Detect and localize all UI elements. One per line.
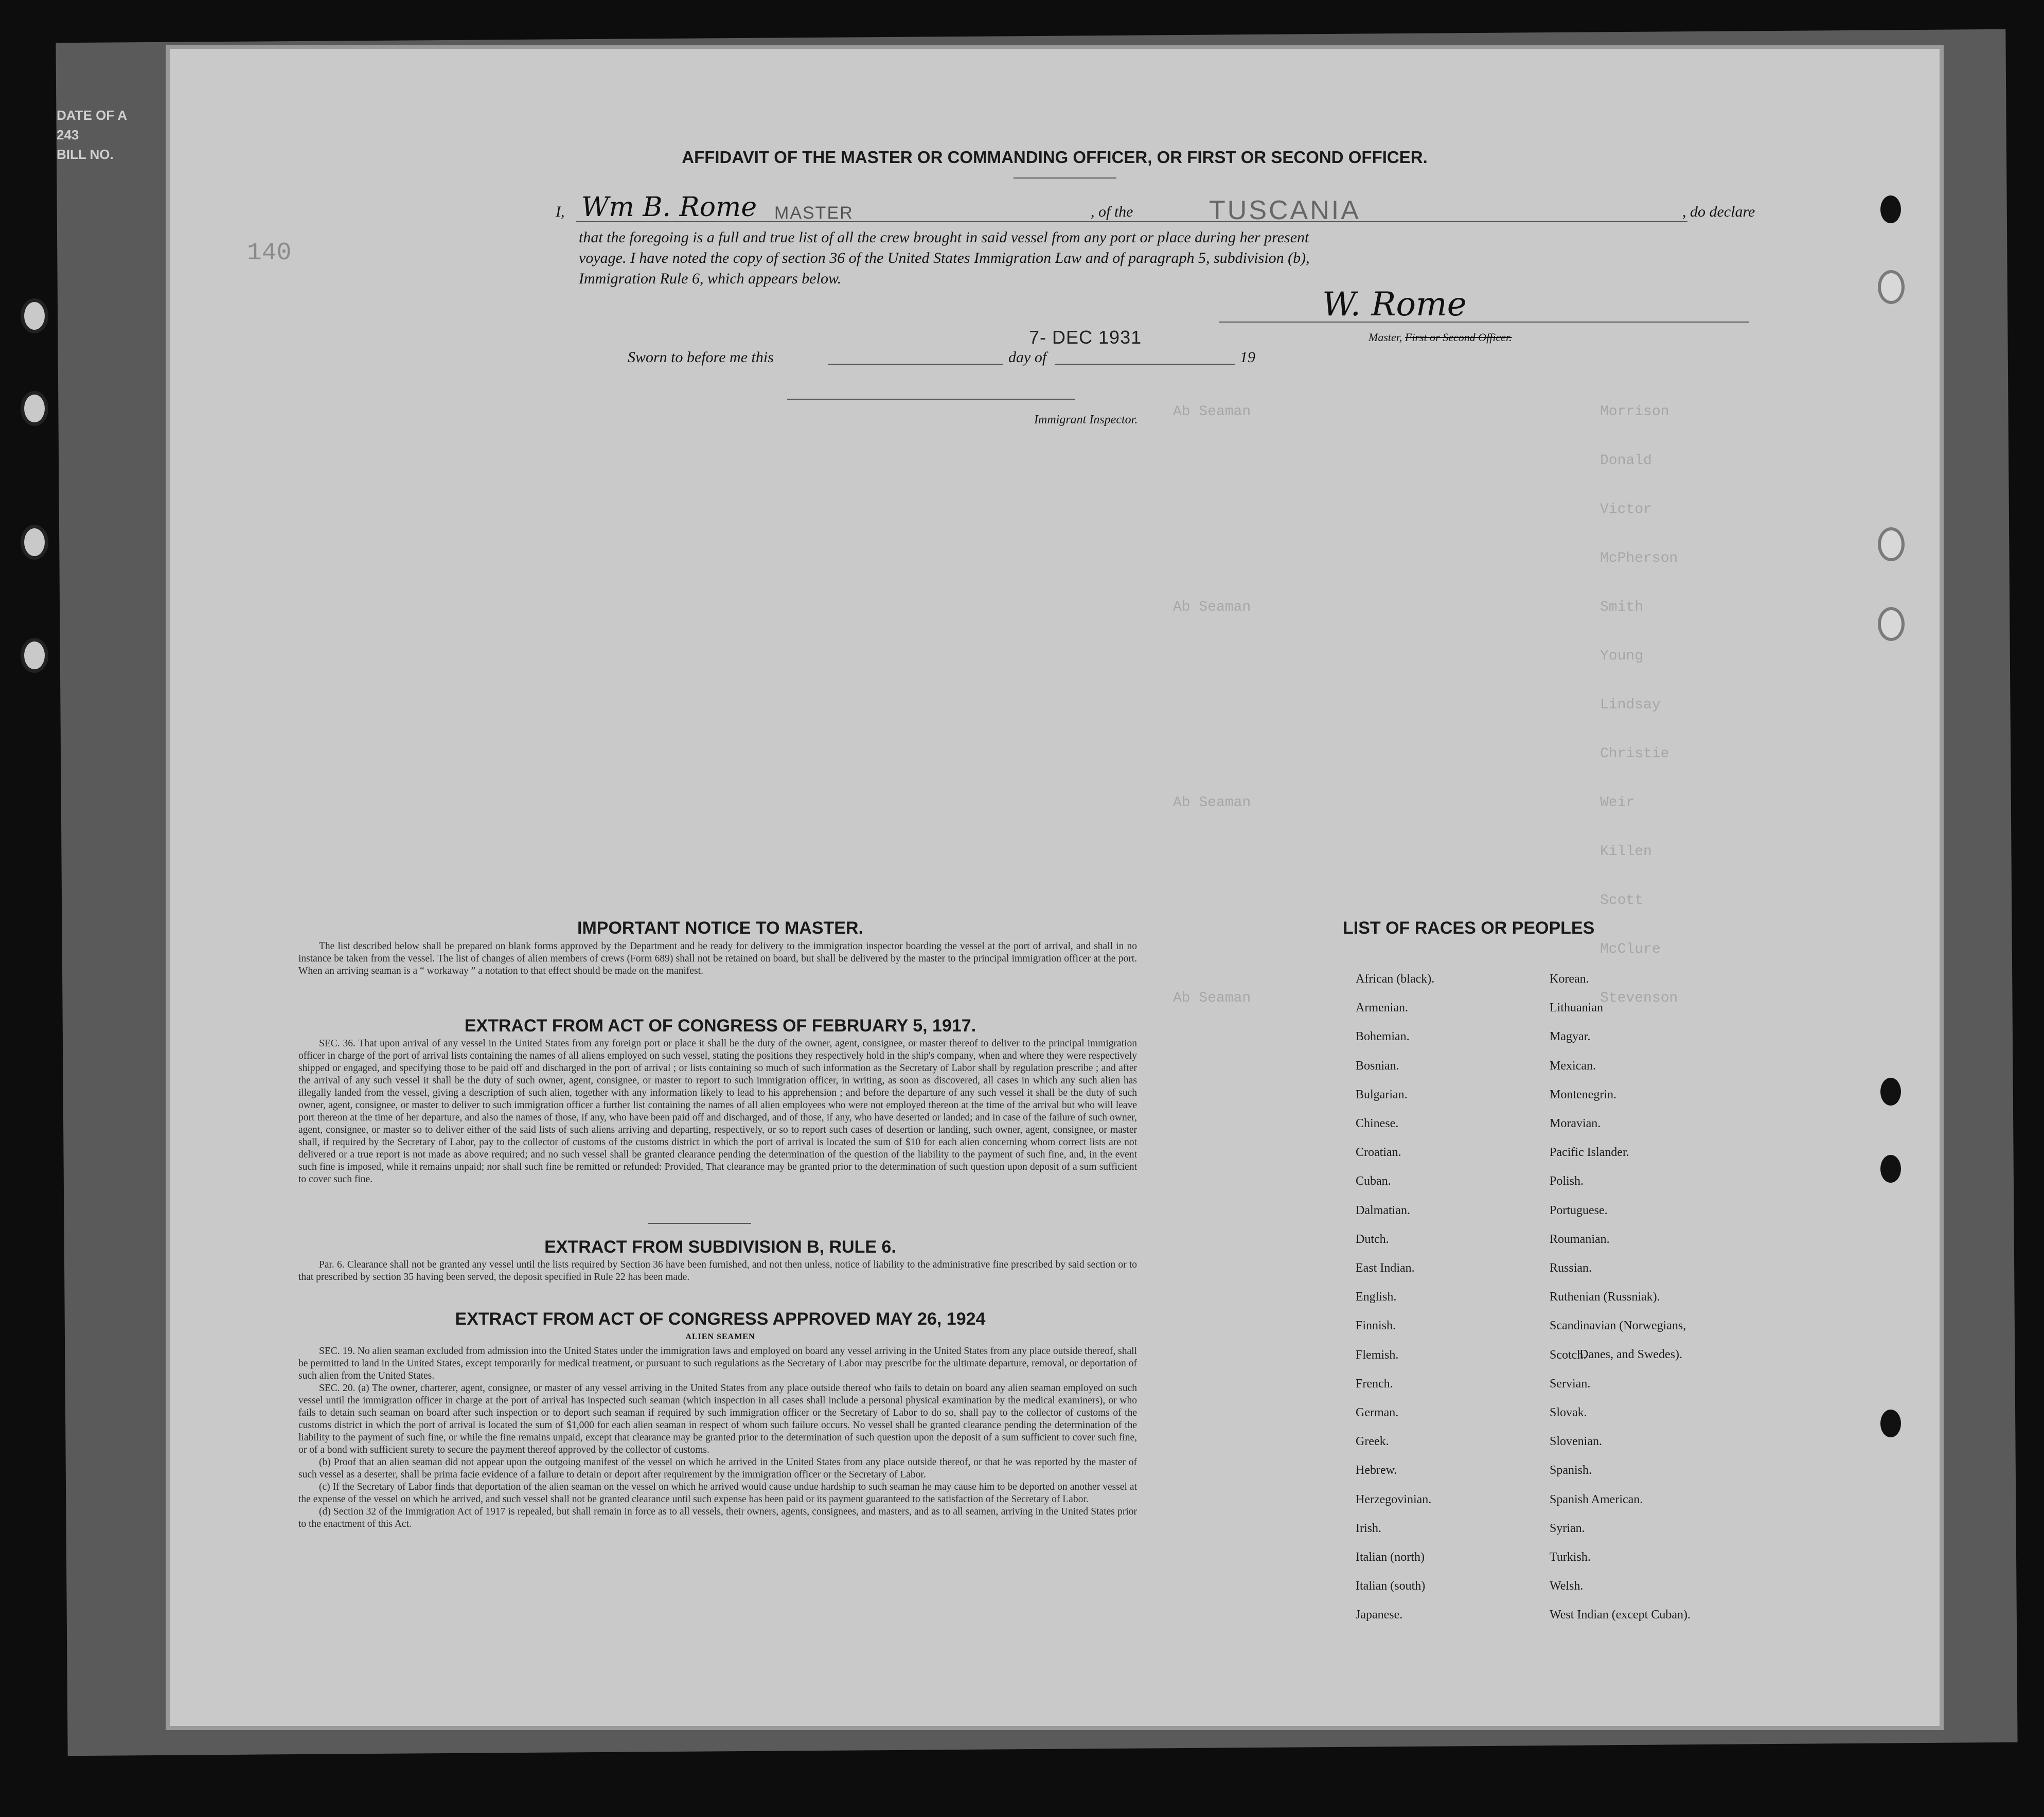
ghost-name: McClure bbox=[1600, 941, 1661, 957]
ghost-name: Scott bbox=[1600, 893, 1644, 908]
ghost-name: Christie bbox=[1600, 746, 1669, 762]
race-item: Greek. bbox=[1356, 1435, 1389, 1448]
ghost-rank: Ab Seaman bbox=[1173, 795, 1251, 811]
affidavit-i: I, bbox=[556, 203, 565, 220]
manifest-page bbox=[170, 49, 1940, 1726]
act-1924-sec-20a: SEC. 20. (a) The owner, charterer, agent, consignee, or master of any vessel arriving in the United States from any place outside thereof who fails to detain on board any alien seaman employed on such vessel until the immigration officer in charge at the port of arrival has inspected such seaman (which inspection in all cases shall include a personal physical examination by the medical examiners), or who fails to detain such seaman on board after such inspection or to deport such seaman if required by such immigration officer or the Secretary of Labor to do so, shall pay to the collector of customs of the customs district in which the port of arrival is located the sum of $1,000 for each alien seaman in respect of whom such failure occurs. No vessel shall be granted clearance pending the determination of the liability to the payment of such fine, or while the fine remains unpaid, except that clearance may be granted prior to the determination of such question upon the deposit of a sum sufficient to cover such fine, or of a bond with sufficient surety to secure the payment thereof approved by the collector of customs. bbox=[298, 1383, 1137, 1455]
race-item: African (black). bbox=[1356, 972, 1435, 986]
ghost-name: Stevenson bbox=[1600, 990, 1678, 1006]
act-1924-sec-20b: (b) Proof that an alien seaman did not appear upon the outgoing manifest of the vessel on which he arrived in the United States from any place outside thereof, or that he was reported by the master of such vessel as a deserter, shall be prima facie evidence of a failure to detain or deport after requirement by the immigration officer or the Secretary of Labor. bbox=[298, 1457, 1137, 1480]
race-item: Danes, and Swedes). bbox=[1579, 1348, 1682, 1361]
race-item: Mexican. bbox=[1550, 1059, 1596, 1073]
notice-text: The list described below shall be prepared on blank forms approved by the Department and be ready for delivery to the immigration inspector boarding the vessel at the port of arrival, and shall in no instance be taken from the vessel. The list of changes of alien members of crews (Form 689) shall not be retained on board, but shall be delivered by the master to the principal immigration officer at the port. When an arriving seaman is a “ workaway ” a notation to that effect should be made on the manifest. bbox=[298, 941, 1137, 976]
race-item: Hebrew. bbox=[1356, 1464, 1397, 1477]
binder-hole-icon bbox=[21, 391, 48, 426]
do-declare-label: , do declare bbox=[1682, 203, 1755, 220]
race-item: Montenegrin. bbox=[1550, 1088, 1616, 1101]
binder-hole-icon bbox=[21, 638, 48, 673]
race-item: English. bbox=[1356, 1290, 1397, 1304]
statement-line-2: voyage. I have noted the copy of section 36 of the United States Immigration Law and of paragraph 5, subdivision (b), bbox=[579, 250, 1310, 266]
race-item: Bohemian. bbox=[1356, 1030, 1410, 1043]
master-name-handwritten: Wm B. Rome bbox=[581, 192, 757, 223]
binder-hole-icon bbox=[1878, 527, 1905, 561]
race-item: Slovenian. bbox=[1550, 1435, 1602, 1448]
act-1924-text bbox=[298, 1345, 1137, 1530]
day-line bbox=[828, 364, 1003, 365]
race-item: Spanish. bbox=[1550, 1464, 1592, 1477]
race-item: Dalmatian. bbox=[1356, 1204, 1410, 1217]
race-item: Irish. bbox=[1356, 1522, 1381, 1535]
ghost-name: Victor bbox=[1600, 502, 1652, 518]
act-1924-sec-20c: (c) If the Secretary of Labor finds that deportation of the alien seaman on the vessel on which he arrived would cause undue hardship to such seaman he may cause him to be deported on another vessel at the expense of the vessel on which he arrived, and such vessel shall not be granted clearance until such expense has been paid or its payment guaranteed to the satisfaction of the Secretary of Labor. bbox=[298, 1482, 1137, 1505]
inspector-line bbox=[787, 399, 1075, 400]
ghost-name: Lindsay bbox=[1600, 697, 1661, 713]
race-item: Italian (north) bbox=[1356, 1551, 1425, 1564]
statement-line-1: that the foregoing is a full and true list of all the crew brought in said vessel from any port or place during her present bbox=[579, 229, 1309, 246]
race-item: Italian (south) bbox=[1356, 1579, 1426, 1593]
of-the-label: , of the bbox=[1091, 203, 1133, 220]
year-prefix: 19 bbox=[1240, 349, 1255, 366]
ghost-rank: Ab Seaman bbox=[1173, 404, 1251, 420]
race-item: Cuban. bbox=[1356, 1174, 1391, 1188]
race-item: Chinese. bbox=[1356, 1117, 1399, 1130]
race-item: Korean. bbox=[1550, 972, 1589, 986]
ghost-name: Weir bbox=[1600, 795, 1635, 811]
act-1924-sec-19: SEC. 19. No alien seaman excluded from admission into the United States under the immigration laws and employed on board any vessel arriving in the United States from any place outside thereof, shall be permitted to land in the United States, except temporarily for medical treatment, or pursuant to such regulations as the Secretary of Labor may prescribe for the ultimate departure, removal, or deportation of such alien from the United States. bbox=[298, 1346, 1137, 1381]
binder-hole-icon bbox=[1878, 607, 1905, 641]
race-item: Herzegovinian. bbox=[1356, 1493, 1432, 1506]
vessel-line bbox=[1158, 221, 1687, 222]
rule-6-title: EXTRACT FROM SUBDIVISION B, RULE 6. bbox=[544, 1237, 896, 1257]
signer-caption-master: Master, bbox=[1368, 331, 1405, 344]
name-line bbox=[576, 221, 1199, 222]
binder-hole-icon bbox=[21, 525, 48, 560]
race-item: Scotch. bbox=[1550, 1348, 1587, 1362]
ghost-name: Killen bbox=[1600, 844, 1652, 860]
binder-hole-icon bbox=[1880, 195, 1901, 223]
race-item: West Indian (except Cuban). bbox=[1550, 1608, 1691, 1622]
month-line bbox=[1055, 364, 1235, 365]
race-item: Bosnian. bbox=[1356, 1059, 1399, 1073]
race-item: Lithuanian bbox=[1550, 1001, 1603, 1014]
binder-hole-icon bbox=[1878, 270, 1905, 304]
margin-stamp: DATE OF A 243 BILL NO. bbox=[57, 108, 128, 162]
signature-line bbox=[1219, 322, 1749, 323]
race-item: Dutch. bbox=[1356, 1233, 1389, 1246]
act-1924-sec-20d: (d) Section 32 of the Immigration Act of 1917 is repealed, but shall remain in force as to all vessels, their owners, agents, consignees, and masters, and as to all seamen, arriving in the United States prior to the enactment of this Act. bbox=[298, 1506, 1137, 1529]
race-item: Finnish. bbox=[1356, 1319, 1396, 1332]
race-item: Flemish. bbox=[1356, 1348, 1399, 1362]
signer-caption-struck: First or Second Officer. bbox=[1405, 331, 1512, 344]
ghost-name: Smith bbox=[1600, 599, 1644, 615]
inspector-label: Immigrant Inspector. bbox=[1034, 413, 1138, 426]
race-item: Magyar. bbox=[1550, 1030, 1591, 1043]
binder-hole-icon bbox=[1880, 1410, 1901, 1437]
race-item: Croatian. bbox=[1356, 1146, 1401, 1159]
act-1917-title: EXTRACT FROM ACT OF CONGRESS OF FEBRUARY 5, 1917. bbox=[464, 1016, 976, 1036]
race-item: Slovak. bbox=[1550, 1406, 1587, 1419]
race-item: Polish. bbox=[1550, 1174, 1584, 1188]
divider bbox=[648, 1223, 751, 1224]
binder-hole-icon bbox=[21, 298, 48, 333]
ghost-name: Donald bbox=[1600, 453, 1652, 469]
signer-caption bbox=[1368, 331, 1512, 344]
race-item: Moravian. bbox=[1550, 1117, 1601, 1130]
affidavit-title: AFFIDAVIT OF THE MASTER OR COMMANDING OFFICER, OR FIRST OR SECOND OFFICER. bbox=[682, 148, 1428, 167]
race-item: German. bbox=[1356, 1406, 1399, 1419]
race-item: East Indian. bbox=[1356, 1261, 1415, 1275]
race-item: Pacific Islander. bbox=[1550, 1146, 1629, 1159]
ghost-name: Young bbox=[1600, 648, 1644, 664]
race-item: Japanese. bbox=[1356, 1608, 1403, 1622]
race-item: Spanish American. bbox=[1550, 1493, 1643, 1506]
races-title: LIST OF RACES OR PEOPLES bbox=[1343, 918, 1595, 938]
race-item: Ruthenian (Russniak). bbox=[1550, 1290, 1660, 1304]
race-item: Roumanian. bbox=[1550, 1233, 1610, 1246]
binder-hole-icon bbox=[1880, 1078, 1901, 1106]
ghost-name: McPherson bbox=[1600, 550, 1678, 566]
ghost-rank: Ab Seaman bbox=[1173, 990, 1251, 1006]
rank-typed: MASTER bbox=[774, 203, 854, 223]
ghost-name: Morrison bbox=[1600, 404, 1669, 420]
act-1924-subtitle: ALIEN SEAMEN bbox=[685, 1332, 755, 1341]
statement-line-3: Immigration Rule 6, which appears below. bbox=[579, 270, 842, 287]
rule-6-text: Par. 6. Clearance shall not be granted any vessel until the lists required by Section 36 have been furnished, and not then unless, notice of liability to the administrative fine prescribed by said section or to that prescribed by section 35 having been served, the deposit specified in Rule 22 has been made. bbox=[298, 1259, 1137, 1282]
divider bbox=[1014, 177, 1116, 179]
act-1917-text: SEC. 36. That upon arrival of any vessel in the United States from any foreign port or place it shall be the duty of the owner, agent, consignee, or master thereof to deliver to the principal immigration officer in charge of the port of arrival lists containing the names of all aliens employed on such vessel, stating the positions they respectively hold in the ship's company, when and where they were respectively shipped or engaged, and specifying those to be paid off and discharged in the port of arrival ; or lists containing so much of such information as the Secretary of Labor shall by regulation prescribe ; and after the arrival of any such vessel it shall be the duty of such owner, agent, consignee, or master to report to such immigration officer, in writing, as soon as discovered, all cases in which any such alien has illegally landed from the vessel, giving a description of such alien, together with any information likely to lead to his apprehension ; and before the departure of any such vessel it shall be the duty of such owner, agent, consignee, or master to deliver to such immigration officer a further list containing the names of all alien employees who were not employed thereon at the time of the arrival but who will leave port thereon at the time of her departure, and also the names of those, if any, who have been paid off and discharged, and of those, if any, who have deserted or landed; and in case of the failure of such owner, agent, consignee, or master so to deliver either of the said lists of such aliens arriving and departing, respectively, or so to report such cases of desertion or landing, such owner, agent, consignee, or master shall, if required by the Secretary of Labor, pay to the collector of customs of the customs district in which the port of arrival is located the sum of $10 for each alien concerning whom correct lists are not delivered or a true report is not made as above required; and no such vessel shall be granted clearance pending the determination of the question of the liability to the payment of such fine, and, in the event such fine is imposed, while it remains unpaid; nor shall such fine be remitted or refunded: Provided, That clearance may be granted prior to the determination of such question upon deposit of a sum sufficient to cover such fine. bbox=[298, 1038, 1137, 1185]
race-item: Portuguese. bbox=[1550, 1204, 1608, 1217]
ghost-rank: Ab Seaman bbox=[1173, 599, 1251, 615]
race-item: Syrian. bbox=[1550, 1522, 1585, 1535]
notice-title: IMPORTANT NOTICE TO MASTER. bbox=[577, 918, 863, 938]
race-item: French. bbox=[1356, 1377, 1393, 1391]
race-item: Russian. bbox=[1550, 1261, 1592, 1275]
binder-hole-icon bbox=[1880, 1155, 1901, 1183]
master-signature: W. Rome bbox=[1322, 286, 1467, 324]
race-item: Welsh. bbox=[1550, 1579, 1584, 1593]
day-of-label: day of bbox=[1008, 349, 1047, 366]
race-item: Bulgarian. bbox=[1356, 1088, 1408, 1101]
page-number-bleed: 140 bbox=[247, 239, 292, 267]
race-item: Turkish. bbox=[1550, 1551, 1591, 1564]
date-stamp: 7- DEC 1931 bbox=[1029, 327, 1142, 348]
act-1924-title: EXTRACT FROM ACT OF CONGRESS APPROVED MAY 26, 1924 bbox=[455, 1309, 986, 1329]
sworn-label: Sworn to before me this bbox=[628, 349, 774, 366]
vessel-name-typed: TUSCANIA bbox=[1209, 195, 1361, 225]
race-item: Servian. bbox=[1550, 1377, 1591, 1391]
race-item: Armenian. bbox=[1356, 1001, 1408, 1014]
race-item: Scandinavian (Norwegians, bbox=[1550, 1319, 1686, 1332]
